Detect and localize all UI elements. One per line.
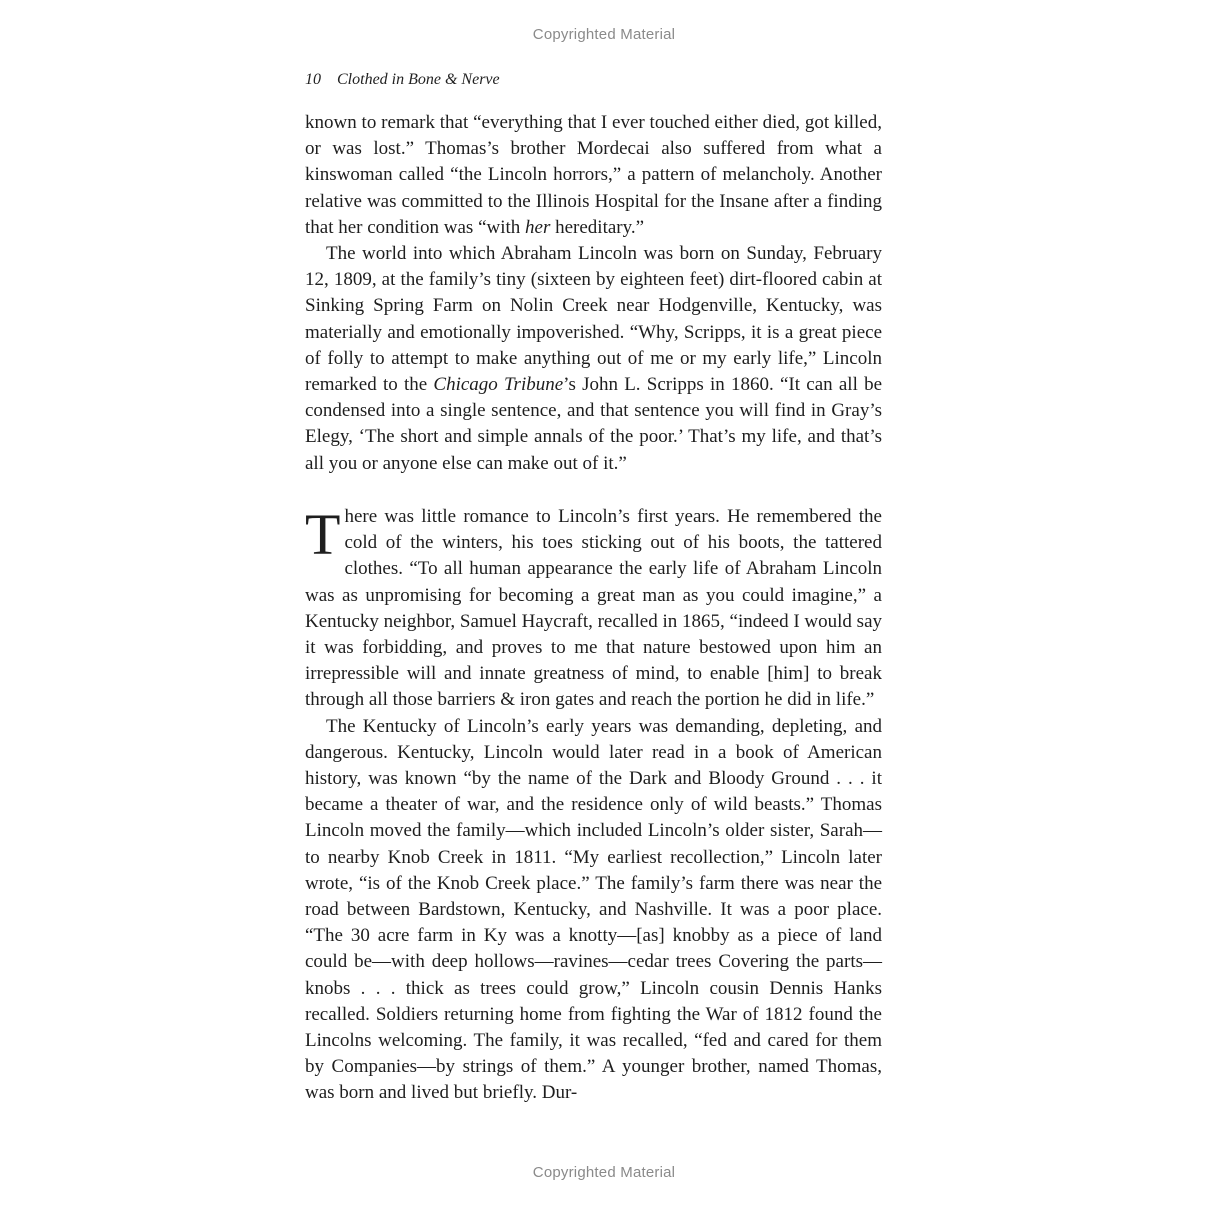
- text-block-lower: [305, 504, 882, 1107]
- drop-cap: T: [305, 502, 341, 567]
- paragraph-1: known to remark that “everything that I ever touched either died, got killed, or was lost.” Thomas’s brother Mordecai also suffered from what a kinswoman called “the Lincoln horrors,” a pattern of melancholy. Another relative was committed to the Illinois Hospital for the Insane after a finding that her condition was “with her hereditary.”: [305, 112, 882, 238]
- emphasis-chicago-tribune: Chicago Tribune: [433, 374, 564, 396]
- chapter-title: Clothed in Bone & Nerve: [337, 71, 500, 88]
- copyright-watermark-bottom: Copyrighted Material: [532, 1164, 676, 1181]
- paragraph-2: The world into which Abraham Lincoln was born on Sunday, February 12, 1809, at the family’s tiny (sixteen by eighteen feet) dirt-floored cabin at Sinking Spring Farm on Nolin Creek near Hodgenville, Kentucky, was materially and emotionally impoverished. “Why, Scripps, it is a great piece of folly to attempt to make anything out of me or my early life,” Lincoln remarked to the Chicago Tribune’s John L. Scripps in 1860. “It can all be condensed into a single sentence, and that sentence you will find in Gray’s Elegy, ‘The short and simple annals of the poor.’ That’s my life, and that’s all you or anyone else can make out of it.”: [305, 243, 883, 474]
- running-head: [305, 71, 500, 89]
- paragraph-3: There was little romance to Lincoln’s first years. He remembered the cold of the winters, his toes sticking out of his boots, the tattered clothes. “To all human appearance the early life of Abraham Lincoln was as unpromising for becoming a great man as you could imagine,” a Kentucky neighbor, Samuel Haycraft, recalled in 1865, “indeed I would say it was forbidding, and proves to me that nature bestowed upon him an irrepressible will and innate greatness of mind, to enable [him] to break through all those barriers & iron gates and reach the portion he did in life.”: [305, 502, 882, 711]
- paragraph-4: The Kentucky of Lincoln’s early years was demanding, depleting, and dangerous. Kentucky, Lincoln would later read in a book of American history, was known “by the name of the Dark and Bloody Ground . . . it became a theater of war, and the residence only of wild beasts.” Thomas Lincoln moved the family—which included Lincoln’s older sister, Sarah—to nearby Knob Creek in 1811. “My earliest recollection,” Lincoln later wrote, “is of the Knob Creek place.” The family’s farm there was near the road between Bardstown, Kentucky, and Nashville. It was a poor place. “The 30 acre farm in Ky was a knotty—[as] knobby as a piece of land could be—with deep hollows—ravines—cedar trees Covering the parts—knobs . . . thick as trees could grow,” Lincoln cousin Dennis Hanks recalled. Soldiers returning home from fighting the War of 1812 found the Lincolns welcoming. The family, it was recalled, “fed and cared for them by Companies—by strings of them.” A younger brother, named Thomas, was born and lived but briefly. Dur-: [305, 715, 882, 1104]
- emphasis-her: her: [525, 216, 551, 238]
- page-number: 10: [305, 71, 321, 88]
- copyright-watermark-top: Copyrighted Material: [532, 26, 676, 43]
- text-block-upper: [305, 110, 882, 477]
